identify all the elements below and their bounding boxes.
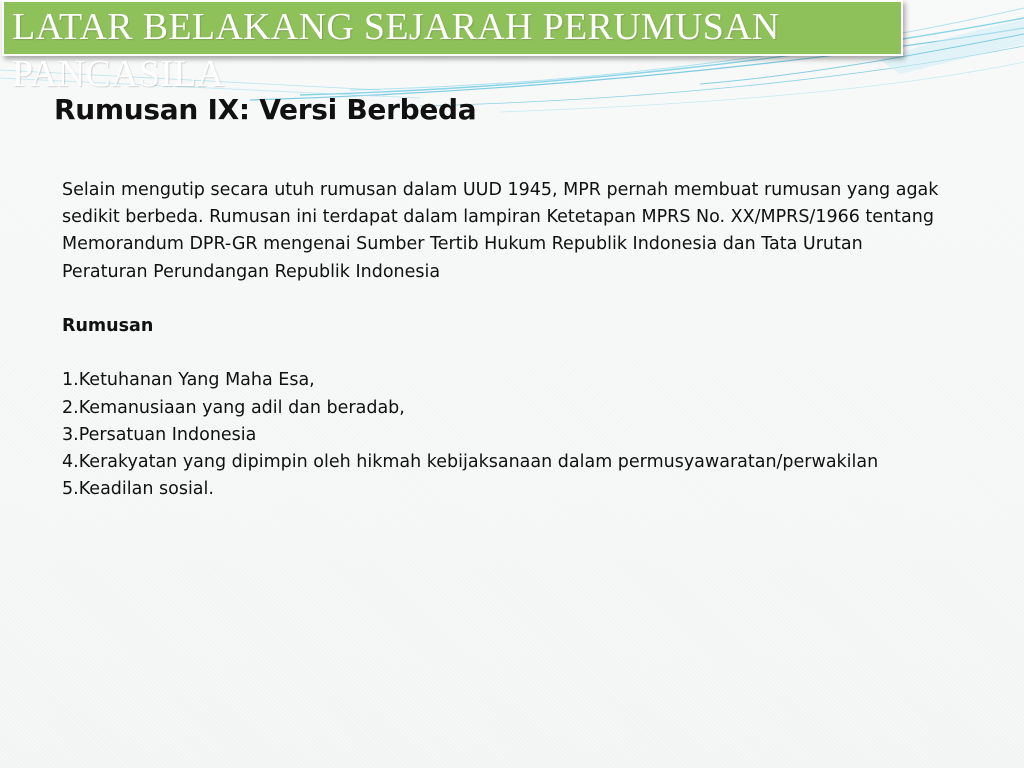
section-heading: Rumusan [62, 316, 154, 336]
rumusan-list [62, 367, 942, 503]
slide-title: LATAR BELAKANG SEJARAH PERUMUSAN PANCASILA [12, 6, 780, 95]
slide-subtitle: Rumusan IX: Versi Berbeda [54, 93, 477, 126]
list-item: 1.Ketuhanan Yang Maha Esa, [62, 370, 315, 391]
list-item: 5.Keadilan sosial. [62, 479, 214, 500]
intro-paragraph: Selain mengutip secara utuh rumusan dalam UUD 1945, MPR pernah membuat rumusan yang agak sedikit berbeda. Rumusan ini terdapat dalam lampiran Ketetapan MPRS No. XX/MPRS/1966 tentang Memorandum DPR-GR mengenai Sumber Tertib Hukum Republik Indonesia dan Tata Urutan Peraturan Perundangan Republik Indonesia [62, 180, 939, 282]
list-item: 2.Kemanusiaan yang adil dan beradab, [62, 397, 405, 418]
content-body [62, 177, 942, 503]
list-item: 3.Persatuan Indonesia [62, 424, 257, 445]
spacer [62, 286, 942, 313]
spacer [62, 340, 942, 367]
list-item: 4.Kerakyatan yang dipimpin oleh hikmah kebijaksanaan dalam permusyawaratan/perwakilan [62, 452, 879, 472]
